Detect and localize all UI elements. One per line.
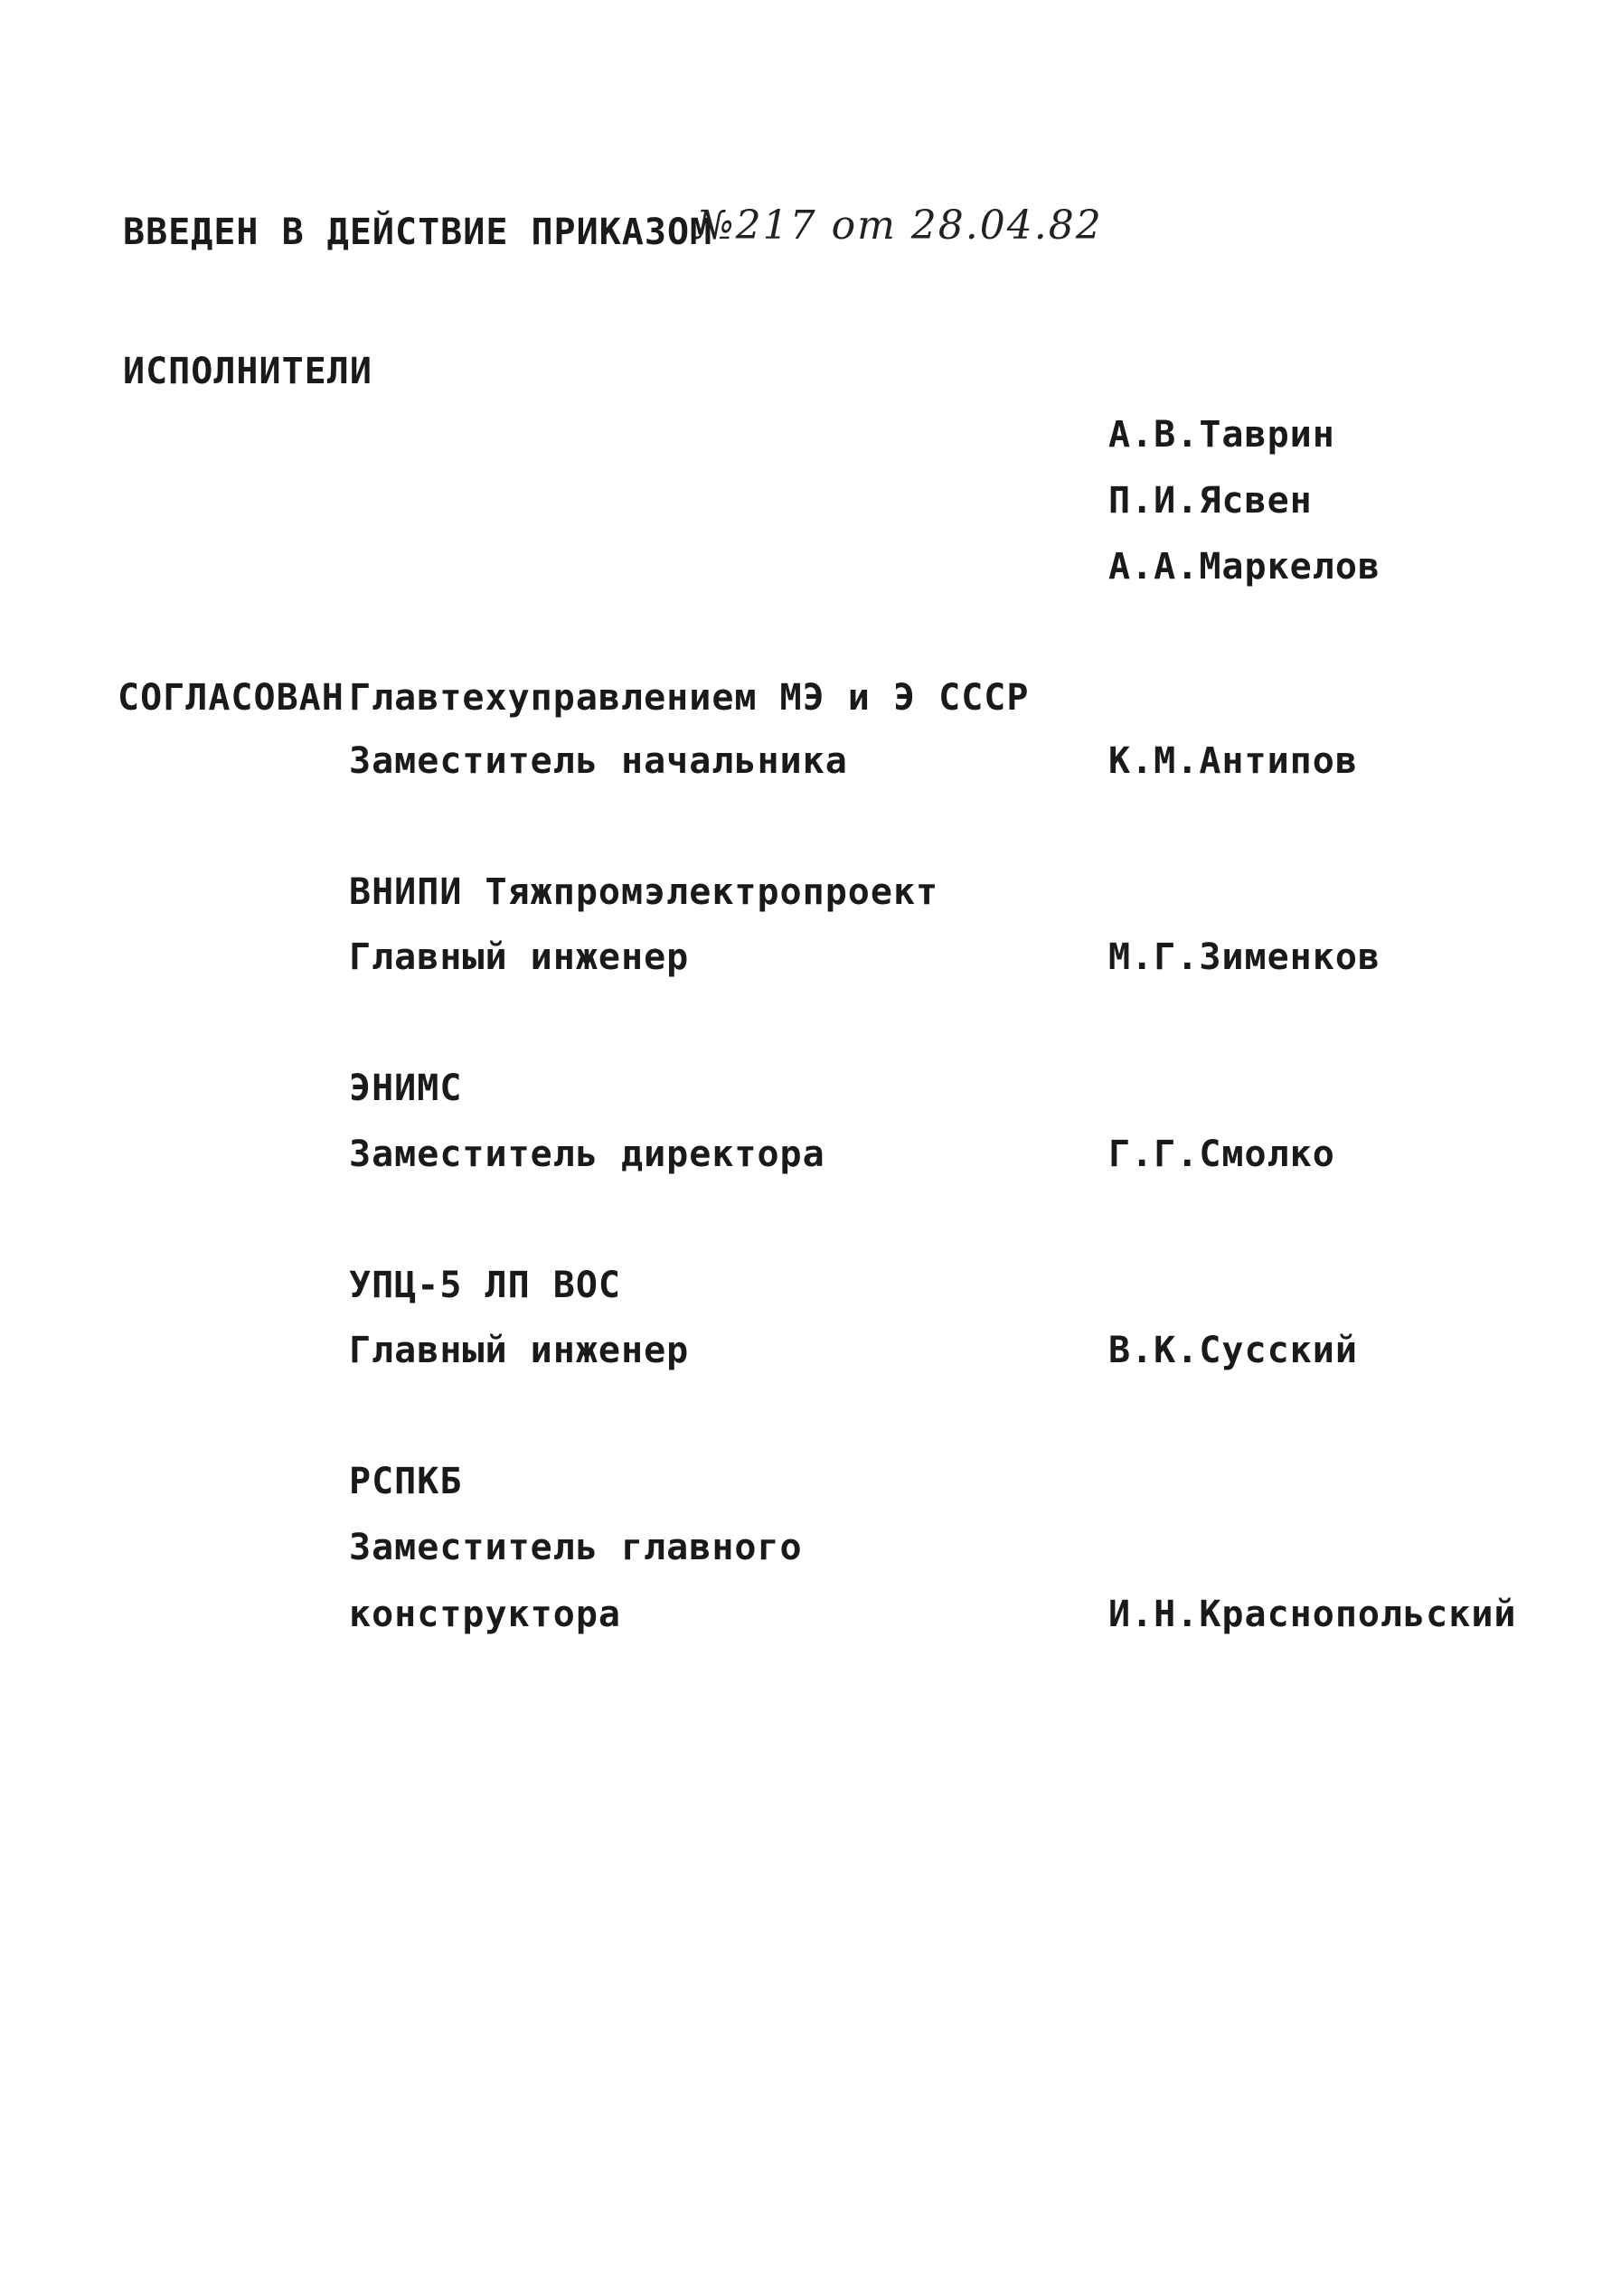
approval-role-4: Главный инженер: [349, 1330, 690, 1371]
executors-heading: ИСПОЛНИТЕЛИ: [123, 351, 372, 392]
approval-role-1: Заместитель начальника: [349, 740, 848, 782]
approval-org-5: РСПКБ: [349, 1461, 463, 1502]
executor-name-3: А.А.Маркелов: [1108, 546, 1381, 588]
intro-typed: ВВЕДЕН В ДЕЙСТВИЕ ПРИКАЗОМ: [123, 212, 713, 253]
approval-role-5-line-2: конструктора: [349, 1594, 621, 1635]
approval-role-2: Главный инженер: [349, 936, 690, 978]
approval-org-2: ВНИПИ Тяжпромэлектропроект: [349, 871, 939, 913]
approval-name-1: К.М.Антипов: [1108, 740, 1358, 782]
approval-role-5-line-1: Заместитель главного: [349, 1527, 803, 1568]
approval-org-1: Главтехуправлением МЭ и Э СССР: [349, 677, 1030, 719]
approval-role-3: Заместитель директора: [349, 1134, 825, 1175]
order-number-handwritten: №217 от 28.04.82: [696, 202, 1103, 249]
approval-name-5: И.Н.Краснопольский: [1108, 1594, 1517, 1635]
approval-label: СОГЛАСОВАН: [118, 677, 344, 719]
approval-org-3: ЭНИМС: [349, 1068, 463, 1109]
approval-name-3: Г.Г.Смолко: [1108, 1134, 1335, 1175]
executor-name-2: П.И.Ясвен: [1108, 480, 1313, 522]
approval-name-4: В.К.Сусский: [1108, 1330, 1358, 1371]
executor-name-1: А.В.Таврин: [1108, 414, 1335, 456]
approval-org-4: УПЦ-5 ЛП ВОС: [349, 1265, 621, 1306]
approval-name-2: М.Г.Зименков: [1108, 936, 1381, 978]
